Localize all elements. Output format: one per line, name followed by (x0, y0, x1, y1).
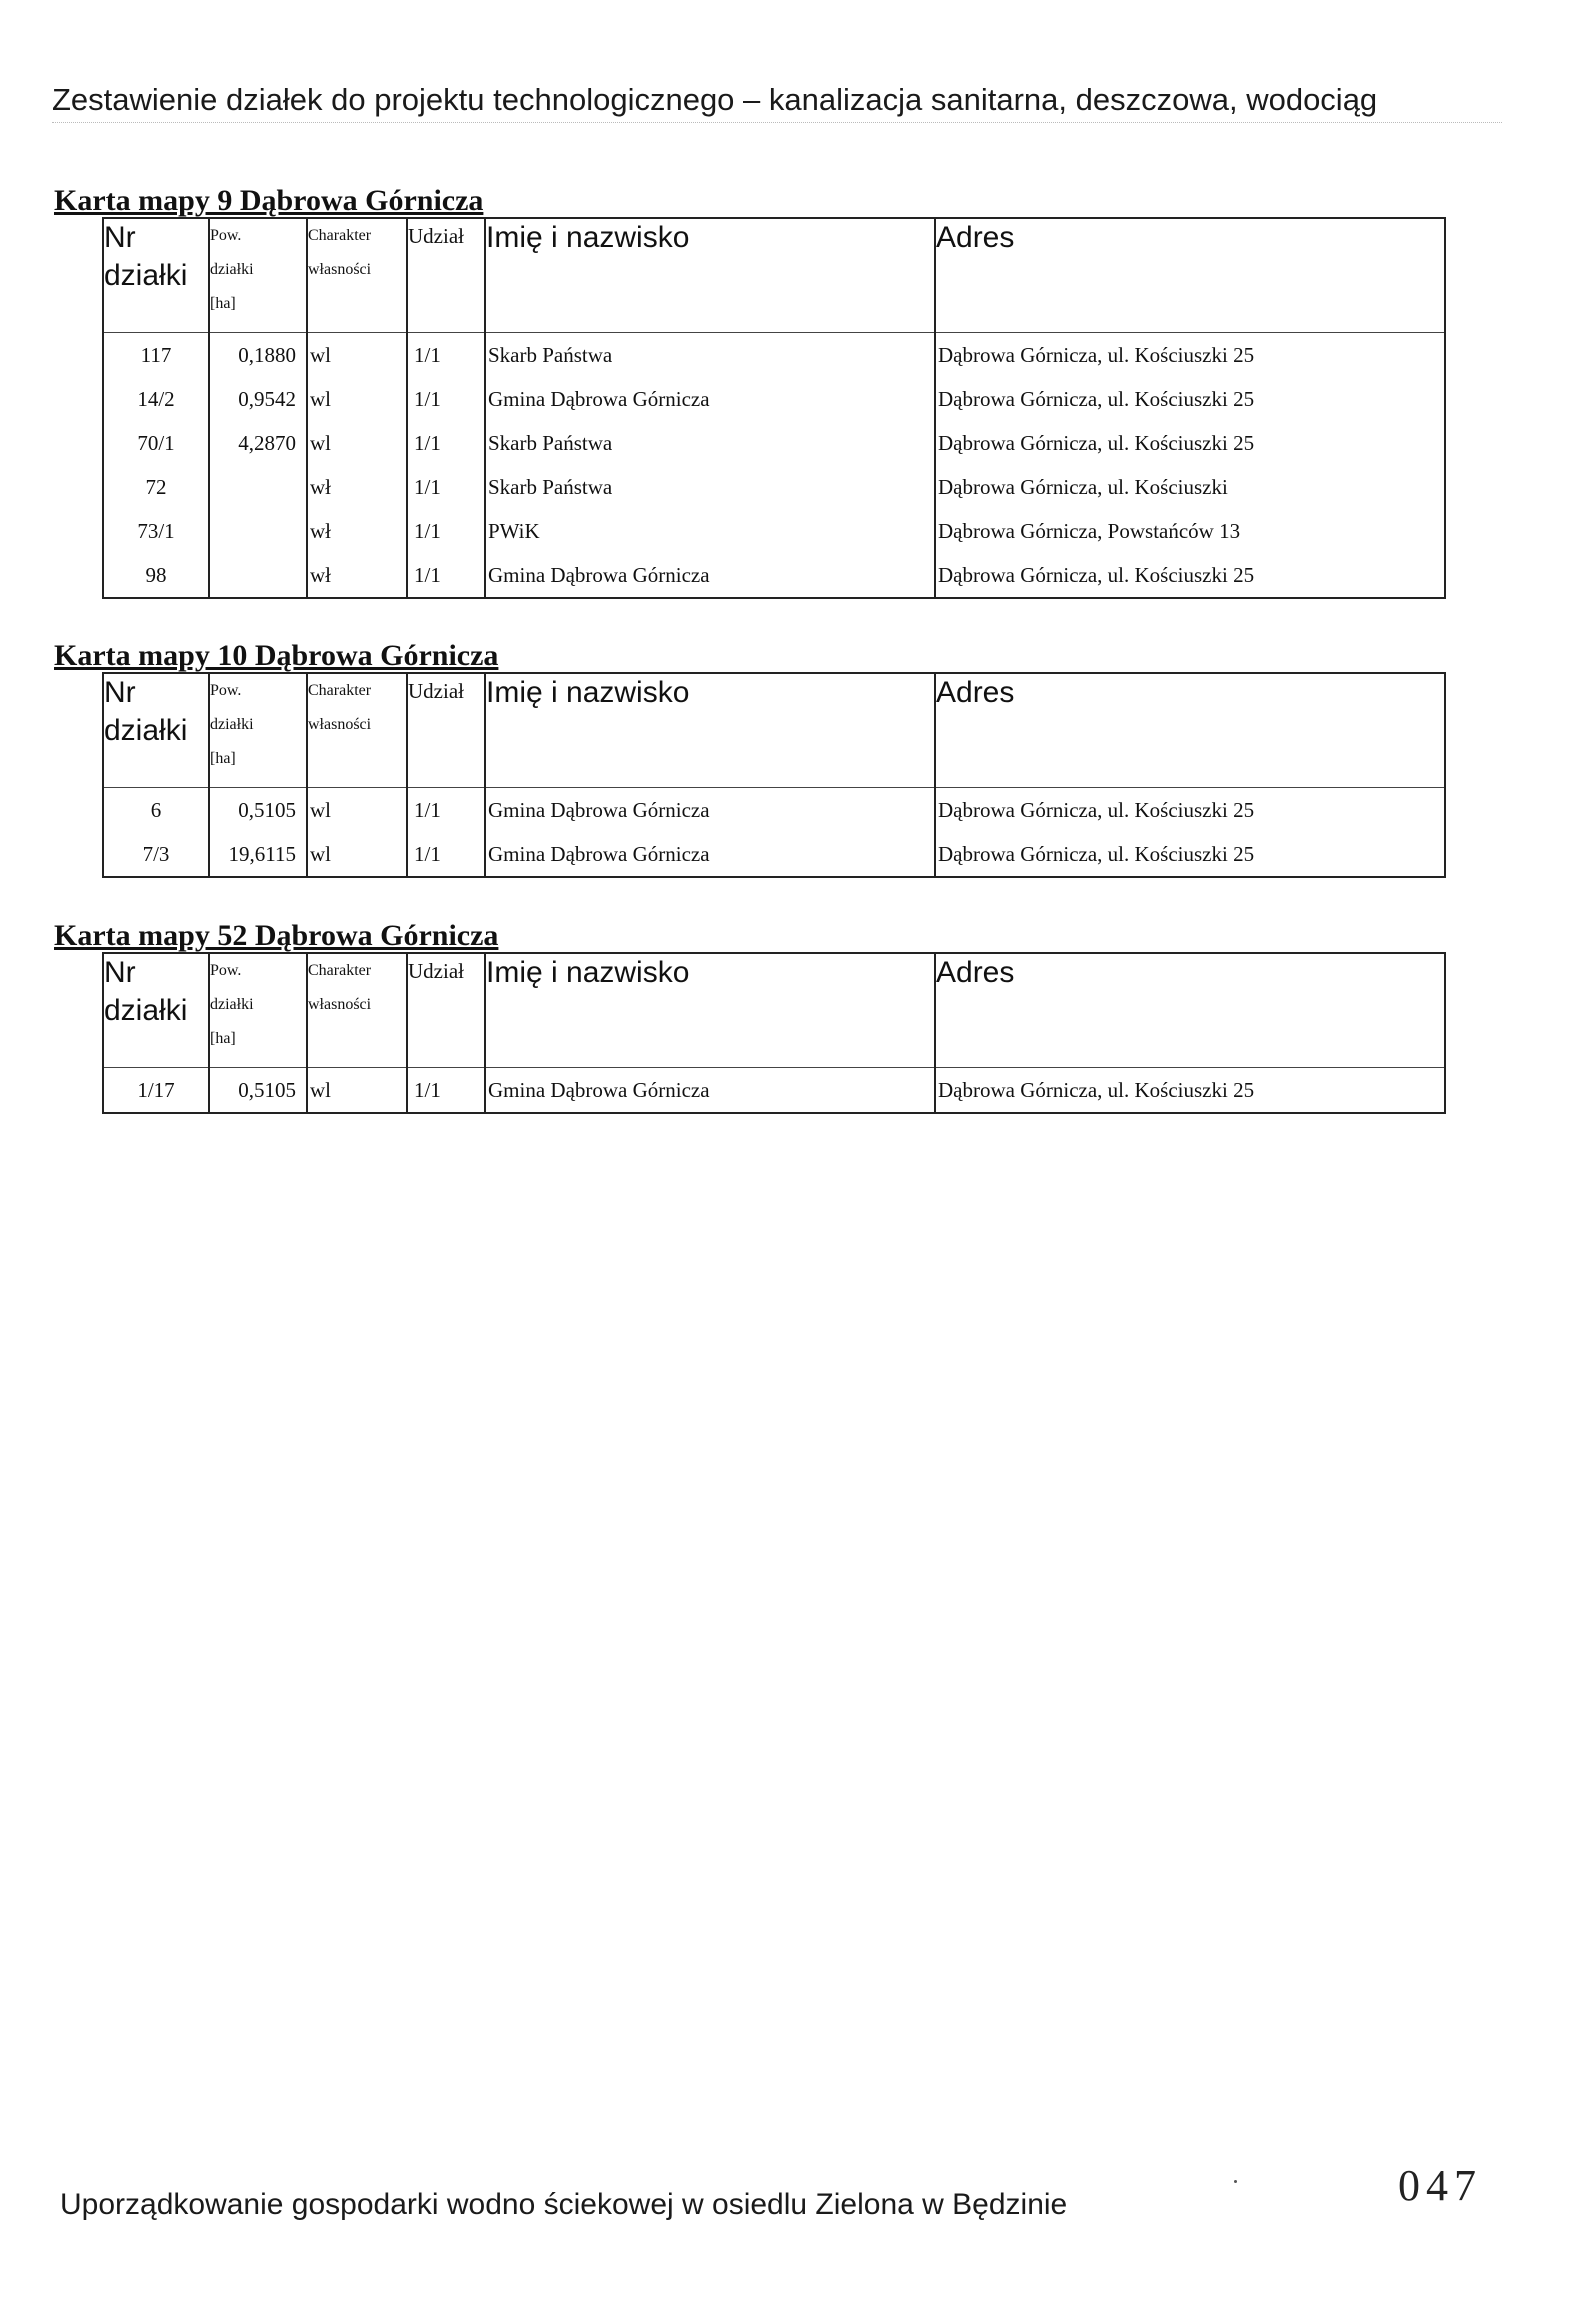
header-address: Adres (935, 673, 1445, 787)
parcels-table (102, 952, 1446, 1114)
cell-pow: 0,1880 (209, 332, 307, 377)
header-pow: Pow. działki [ha] (209, 673, 307, 787)
cell-charakter: wl (307, 832, 407, 877)
cell-charakter: wl (307, 1067, 407, 1113)
table-row (103, 787, 1445, 832)
footer-project-title: Uporządkowanie gospodarki wodno ściekowej w osiedlu Zielona w Będzinie (60, 2188, 1068, 2221)
cell-charakter: wl (307, 787, 407, 832)
cell-pow: 0,5105 (209, 1067, 307, 1113)
cell-address: Dąbrowa Górnicza, ul. Kościuszki 25 (935, 377, 1445, 421)
cell-address: Dąbrowa Górnicza, ul. Kościuszki 25 (935, 787, 1445, 832)
cell-name: Skarb Państwa (485, 465, 935, 509)
cell-udzial: 1/1 (407, 421, 485, 465)
cell-address: Dąbrowa Górnicza, ul. Kościuszki 25 (935, 332, 1445, 377)
cell-name: Gmina Dąbrowa Górnicza (485, 832, 935, 877)
cell-nr: 98 (103, 553, 209, 598)
header-charakter: Charakter własności (307, 673, 407, 787)
section-title: Karta mapy 52 Dąbrowa Górnicza (54, 919, 499, 952)
header-charakter: Charakter własności (307, 218, 407, 332)
cell-pow: 19,6115 (209, 832, 307, 877)
table-row (103, 832, 1445, 877)
parcels-table (102, 672, 1446, 878)
cell-pow (209, 553, 307, 598)
cell-address: Dąbrowa Górnicza, ul. Kościuszki (935, 465, 1445, 509)
cell-pow (209, 465, 307, 509)
cell-pow: 4,2870 (209, 421, 307, 465)
section-title: Karta mapy 10 Dąbrowa Górnicza (54, 639, 499, 672)
header-udzial: Udział (407, 218, 485, 332)
cell-udzial: 1/1 (407, 553, 485, 598)
cell-pow: 0,9542 (209, 377, 307, 421)
cell-address: Dąbrowa Górnicza, ul. Kościuszki 25 (935, 421, 1445, 465)
header-nr: Nr działki (103, 953, 209, 1067)
header-charakter: Charakter własności (307, 953, 407, 1067)
cell-udzial: 1/1 (407, 832, 485, 877)
cell-name: Skarb Państwa (485, 332, 935, 377)
cell-nr: 6 (103, 787, 209, 832)
cell-udzial: 1/1 (407, 787, 485, 832)
table-header-row (103, 218, 1445, 332)
header-name: Imię i nazwisko (485, 218, 935, 332)
cell-nr: 1/17 (103, 1067, 209, 1113)
cell-pow (209, 509, 307, 553)
section-karta-52 (52, 920, 1452, 1114)
table-row (103, 509, 1445, 553)
table-row (103, 377, 1445, 421)
cell-udzial: 1/1 (407, 1067, 485, 1113)
table-row (103, 332, 1445, 377)
cell-name: PWiK (485, 509, 935, 553)
cell-nr: 72 (103, 465, 209, 509)
cell-charakter: wł (307, 465, 407, 509)
cell-nr: 70/1 (103, 421, 209, 465)
cell-name: Skarb Państwa (485, 421, 935, 465)
page-number: 047 (1398, 2161, 1482, 2210)
cell-charakter: wł (307, 509, 407, 553)
table-header-row (103, 953, 1445, 1067)
cell-charakter: wl (307, 421, 407, 465)
table-row (103, 421, 1445, 465)
header-pow: Pow. działki [ha] (209, 953, 307, 1067)
header-address: Adres (935, 218, 1445, 332)
cell-charakter: wl (307, 332, 407, 377)
table-header-row (103, 673, 1445, 787)
table-row (103, 465, 1445, 509)
cell-name: Gmina Dąbrowa Górnicza (485, 1067, 935, 1113)
cell-udzial: 1/1 (407, 332, 485, 377)
parcels-table (102, 217, 1446, 599)
scan-speck (1234, 2180, 1237, 2183)
cell-charakter: wl (307, 377, 407, 421)
cell-address: Dąbrowa Górnicza, ul. Kościuszki 25 (935, 832, 1445, 877)
header-udzial: Udział (407, 673, 485, 787)
cell-name: Gmina Dąbrowa Górnicza (485, 553, 935, 598)
cell-address: Dąbrowa Górnicza, Powstańców 13 (935, 509, 1445, 553)
header-pow: Pow. działki [ha] (209, 218, 307, 332)
document-header-title: Zestawienie działek do projektu technologicznego – kanalizacja sanitarna, deszczowa, wodociąg (52, 82, 1502, 123)
cell-nr: 73/1 (103, 509, 209, 553)
cell-udzial: 1/1 (407, 465, 485, 509)
header-nr: Nr działki (103, 673, 209, 787)
header-name: Imię i nazwisko (485, 953, 935, 1067)
section-karta-10 (52, 640, 1452, 878)
header-address: Adres (935, 953, 1445, 1067)
cell-address: Dąbrowa Górnicza, ul. Kościuszki 25 (935, 1067, 1445, 1113)
cell-nr: 117 (103, 332, 209, 377)
cell-udzial: 1/1 (407, 377, 485, 421)
cell-name: Gmina Dąbrowa Górnicza (485, 377, 935, 421)
cell-udzial: 1/1 (407, 509, 485, 553)
cell-pow: 0,5105 (209, 787, 307, 832)
cell-nr: 14/2 (103, 377, 209, 421)
header-nr: Nr działki (103, 218, 209, 332)
table-row (103, 1067, 1445, 1113)
cell-charakter: wł (307, 553, 407, 598)
cell-nr: 7/3 (103, 832, 209, 877)
header-udzial: Udział (407, 953, 485, 1067)
section-karta-9 (52, 185, 1452, 599)
section-title: Karta mapy 9 Dąbrowa Górnicza (54, 184, 484, 217)
cell-name: Gmina Dąbrowa Górnicza (485, 787, 935, 832)
header-name: Imię i nazwisko (485, 673, 935, 787)
cell-address: Dąbrowa Górnicza, ul. Kościuszki 25 (935, 553, 1445, 598)
table-row (103, 553, 1445, 598)
